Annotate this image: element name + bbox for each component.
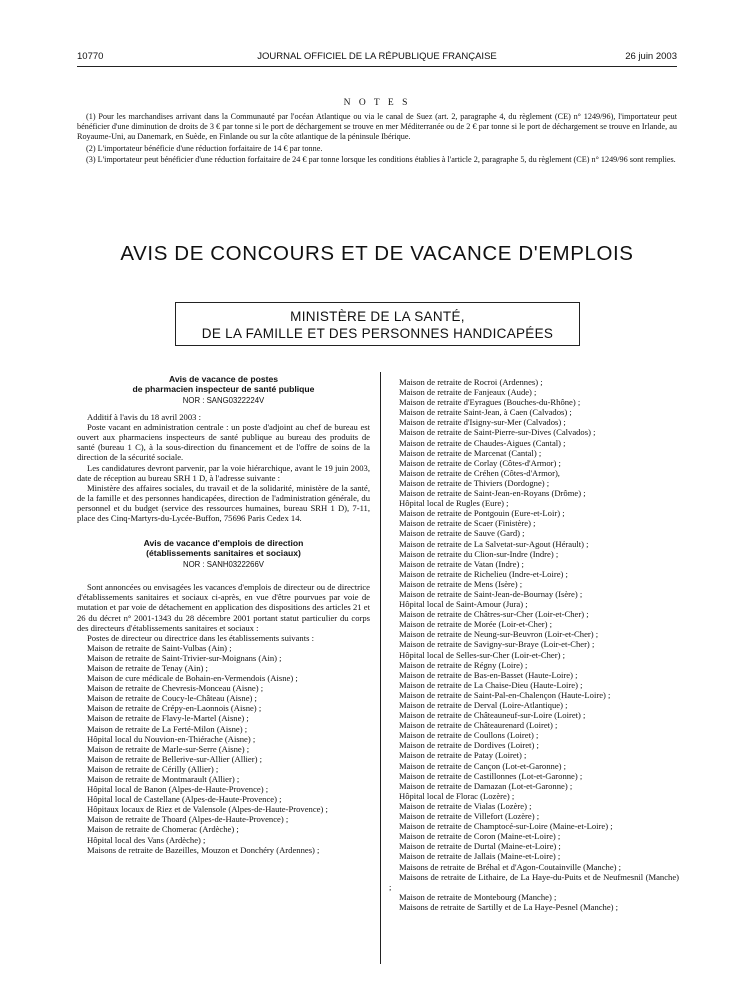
- section1-title: Avis de vacance de postes de pharmacien inspecteur de santé publique: [132, 374, 315, 394]
- establishment-item: Maison de retraite de Savigny-sur-Braye (Loir-et-Cher) ;: [399, 639, 595, 650]
- establishment-item: Maison de retraite de Marcenat (Cantal) ;: [399, 447, 542, 458]
- establishment-item: Maison de retraite de Saint-Pierre-sur-Dives (Calvados) ;: [399, 427, 596, 438]
- establishment-item: Maison de retraite de Chevresis-Monceau (Aisne) ;: [87, 683, 264, 694]
- establishment-item: Maisons de retraite de Lithaire, de La Haye-du-Puits et de Neufmesnil (Manche) ;: [389, 871, 679, 892]
- establishment-item: Maison de retraite de Vatan (Indre) ;: [399, 558, 524, 569]
- ministry-line-1: MINISTÈRE DE LA SANTÉ,: [290, 309, 465, 324]
- establishment-item: Maison de retraite de Castillonnes (Lot-et-Garonne) ;: [399, 770, 583, 781]
- establishment-item: Maison de retraite d'Isigny-sur-Mer (Calvados) ;: [399, 417, 566, 428]
- establishment-item: Maison de retraite de Jallais (Maine-et-Loire) ;: [399, 851, 561, 862]
- establishment-item: Maison de retraite de Flavy-le-Martel (Aisne) ;: [87, 713, 249, 724]
- left-column: [77, 374, 370, 855]
- section1-nor: NOR : SANG0322224V: [182, 396, 265, 405]
- issue-date: 26 juin 2003: [625, 51, 677, 62]
- establishment-item: Maison de retraite de Durtal (Maine-et-Loire) ;: [399, 841, 561, 852]
- establishment-item: Hôpital local de Florac (Lozère) ;: [399, 790, 515, 801]
- establishment-item: Maison de retraite de Cançon (Lot-et-Garonne) ;: [399, 760, 567, 771]
- establishment-item: Maison de retraite de Bellerive-sur-Allier (Allier) ;: [87, 753, 262, 764]
- page-number: 10770: [77, 51, 104, 62]
- establishment-item: Maison de retraite de La Chaise-Dieu (Haute-Loire) ;: [399, 679, 583, 690]
- establishment-item: Maisons de retraite de Sartilly et de La Haye-Pesnel (Manche) ;: [399, 901, 619, 912]
- journal-title: JOURNAL OFFICIEL DE LA RÉPUBLIQUE FRANÇAISE: [257, 51, 497, 62]
- establishment-item: Maison de retraite de Thiviers (Dordogne) ;: [399, 477, 550, 488]
- establishment-item: Maison de retraite de Sauve (Gard) ;: [399, 528, 525, 539]
- running-header: [77, 51, 677, 65]
- notes-block: [77, 112, 677, 166]
- establishment-list-right: [389, 377, 679, 912]
- establishment-item: Hôpital local de Rugles (Eure) ;: [399, 498, 509, 509]
- note-paragraph: (3) L'importateur peut bénéficier d'une réduction forfaitaire de 24 € par tonne lorsque les conditions établies à l'article 2, paragraphe 5, du règlement (CE) n° 1249/96 sont remplies.: [86, 154, 676, 164]
- establishment-item: Maison de retraite de Mens (Isère) ;: [399, 578, 523, 589]
- establishment-item: Maisons de retraite de Bazeilles, Mouzon et Donchéry (Ardennes) ;: [87, 844, 320, 855]
- note-paragraph: (2) L'importateur bénéficie d'une réduction forfaitaire de 14 € par tonne.: [86, 143, 323, 153]
- establishment-item: Hôpital local de Castellane (Alpes-de-Haute-Provence) ;: [87, 794, 282, 805]
- establishment-item: Hôpital local de Banon (Alpes-de-Haute-Provence) ;: [87, 784, 269, 795]
- section2-title: Avis de vacance d'emplois de direction (établissements sanitaires et sociaux): [143, 538, 304, 559]
- establishment-item: Maison de retraite de Montmarault (Allier) ;: [87, 774, 240, 784]
- right-column: [389, 377, 679, 912]
- establishment-item: Maison de retraite de Bas-en-Basset (Haute-Loire) ;: [399, 669, 578, 680]
- establishment-item: Maison de retraite de Créhen (Côtes-d'Armor),: [399, 467, 560, 478]
- establishment-item: Maison de retraite de Pontgouin (Eure-et-Loir) ;: [399, 508, 565, 519]
- avis-heading: AVIS DE CONCOURS ET DE VACANCE D'EMPLOIS: [120, 242, 634, 265]
- establishment-item: Maison de retraite de Damazan (Lot-et-Garonne) ;: [399, 780, 573, 791]
- establishment-item: Maison de retraite de Derval (Loire-Atlantique) ;: [399, 700, 568, 710]
- establishment-item: Maison de retraite Saint-Jean, à Caen (Calvados) ;: [399, 407, 572, 418]
- establishment-item: Maison de retraite de Montebourg (Manche) ;: [399, 891, 557, 902]
- establishment-item: Maison de retraite de Saint-Trivier-sur-Moignans (Ain) ;: [87, 652, 282, 663]
- ministry-line-2: DE LA FAMILLE ET DES PERSONNES HANDICAPÉES: [201, 326, 554, 341]
- section2-nor: NOR : SANH0322266V: [182, 560, 265, 570]
- notes-heading: N O T E S: [343, 98, 411, 108]
- establishment-item: Maison de retraite de Villefort (Lozère) ;: [399, 811, 540, 822]
- establishment-item: Maison de retraite de Saint-Jean-de-Bournay (Isère) ;: [399, 588, 583, 599]
- establishment-item: Maison de retraite de Chomerac (Ardèche) ;: [87, 824, 239, 835]
- section2-intro: Sont annoncées ou envisagées les vacances d'emplois de directeur ou de directrice d'établissements sanitaires et sociaux ci-après, en vue d'être pourvues par voie de mutation et par voie de détachement en application des dispositions des articles 21 et 26 du décret n° 2001-1343 du 28 décembre 2001 portant statut particulier du corps des directeurs d'établissements sanitaires et sociaux :: [77, 582, 370, 633]
- column-divider: [380, 372, 381, 964]
- establishment-item: Hôpital local de Selles-sur-Cher (Loir-et-Cher) ;: [399, 649, 565, 660]
- section1-paragraph: Additif à l'avis du 18 avril 2003 :: [87, 412, 201, 423]
- header-rule: [77, 66, 677, 67]
- section1-paragraph: Ministère des affaires sociales, du travail et de la solidarité, ministère de la santé, de la famille et des personnes handicapées, direction de l'administration générale, du personnel et du budget (service des ressources humaines, bureau SRH 1 D), 7-11, place des Cinq-Martyrs-du-Lycée-Buffon, 75696 Paris Cedex 14.: [77, 482, 370, 524]
- establishment-item: Maison de retraite de Châtres-sur-Cher (Loir-et-Cher) ;: [399, 609, 589, 620]
- establishment-item: Maison de retraite de Saint-Jean-en-Royans (Drôme) ;: [399, 488, 586, 499]
- establishment-item: Maison de retraite de Régny (Loire) ;: [399, 659, 528, 670]
- establishment-item: Maison de retraite de Tenay (Ain) ;: [87, 662, 208, 673]
- establishment-item: Hôpitaux locaux de Riez et de Valensole (Alpes-de-Haute-Provence) ;: [87, 804, 328, 815]
- establishment-item: Maison de retraite de Rocroi (Ardennes) ;: [399, 377, 543, 387]
- establishment-item: Maison de retraite de La Ferté-Milon (Aisne) ;: [87, 723, 248, 734]
- establishment-item: Maison de retraite de Coron (Maine-et-Loire) ;: [399, 831, 561, 842]
- establishment-item: Hôpital local de Saint-Amour (Jura) ;: [399, 599, 528, 610]
- establishment-item: Maison de retraite de Crépy-en-Laonnois (Aisne) ;: [87, 703, 262, 714]
- establishment-item: Maison de retraite de Dordives (Loiret) ;: [399, 740, 539, 751]
- establishment-item: Maison de retraite de Patay (Loiret) ;: [399, 750, 527, 761]
- establishment-list-left: [77, 643, 370, 855]
- establishment-item: Maison de retraite de Cérilly (Allier) ;: [87, 763, 219, 774]
- establishment-item: Maison de retraite de Chaudes-Aigues (Cantal) ;: [399, 437, 566, 448]
- section1-paragraph: Les candidatures devront parvenir, par la voie hiérarchique, avant le 19 juin 2003, date de réception au bureau SRH 1 D, à l'adresse suivante :: [77, 462, 370, 483]
- establishment-item: Maison de retraite de Corlay (Côtes-d'Armor) ;: [399, 457, 561, 468]
- section1-paragraph: Poste vacant en administration centrale : un poste d'adjoint au chef de bureau est ouvert aux pharmaciens inspecteurs de santé publique au bureau des produits de santé (bureau 1 C), à la sous-direction du financement et de l'offre de soins de la direction de la sécurité sociale.: [77, 422, 370, 463]
- establishment-item: Maison de retraite de Neung-sur-Beuvron (Loir-et-Cher) ;: [399, 629, 599, 640]
- establishment-item: Maison de retraite de Saint-Vulbas (Ain) ;: [87, 642, 232, 653]
- establishment-item: Maison de retraite de Vialas (Lozère) ;: [399, 800, 532, 811]
- establishment-item: Maison de retraite de Marle-sur-Serre (Aisne) ;: [87, 743, 250, 754]
- establishment-item: Maison de retraite de Coullons (Loiret) ;: [399, 730, 539, 741]
- establishment-item: Maison de retraite de Morée (Loir-et-Cher) ;: [399, 619, 553, 630]
- section2-list-intro: Postes de directeur ou directrice dans les établissements suivants :: [87, 632, 314, 643]
- establishment-item: Maison de retraite de Champtocé-sur-Loire (Maine-et-Loire) ;: [399, 821, 613, 832]
- establishment-item: Maison de retraite de Châteauneuf-sur-Loire (Loiret) ;: [399, 710, 586, 721]
- establishment-item: Hôpital local des Vans (Ardèche) ;: [87, 834, 206, 845]
- establishment-item: Hôpital local du Nouvion-en-Thiérache (Aisne) ;: [87, 733, 256, 744]
- establishment-item: Maison de cure médicale de Bohain-en-Vermendois (Aisne) ;: [87, 673, 298, 684]
- establishment-item: Maison de retraite de Fanjeaux (Aude) ;: [399, 387, 537, 398]
- establishment-item: Maison de retraite du Clion-sur-Indre (Indre) ;: [399, 548, 559, 559]
- establishment-item: Maison de retraite de Châteaurenard (Loiret) ;: [399, 720, 558, 731]
- establishment-item: Maison de retraite de La Salvetat-sur-Agout (Hérault) ;: [399, 538, 589, 549]
- ministry-box: [175, 302, 580, 346]
- note-paragraph: (1) Pour les marchandises arrivant dans la Communauté par l'océan Atlantique ou via le canal de Suez (art. 2, paragraphe 4, du règlement (CE) n° 1249/96), l'importateur peut bénéficier d'une diminution de droits de 3 € par tonne si le port de déchargement se trouve en mer Méditerranée ou de 2 € par tonne si le port de déchargement se trouve en Irlande, au Royaume-Uni, au Danemark, en Suède, en Finlande ou sur la côte atlantique de la péninsule Ibérique.: [77, 112, 677, 142]
- establishment-item: Maisons de retraite de Bréhal et d'Agon-Coutainville (Manche) ;: [399, 861, 622, 872]
- establishment-item: Maison de retraite de Coucy-le-Château (Aisne) ;: [87, 693, 257, 704]
- establishment-item: Maison de retraite d'Eyragues (Bouches-du-Rhône) ;: [399, 397, 581, 408]
- establishment-item: Maison de retraite de Richelieu (Indre-et-Loire) ;: [399, 568, 568, 579]
- establishment-item: Maison de retraite de Saint-Pal-en-Chalençon (Haute-Loire) ;: [399, 689, 611, 700]
- establishment-item: Maison de retraite de Thoard (Alpes-de-Haute-Provence) ;: [87, 814, 289, 825]
- establishment-item: Maison de retraite de Scaer (Finistère) ;: [399, 518, 536, 529]
